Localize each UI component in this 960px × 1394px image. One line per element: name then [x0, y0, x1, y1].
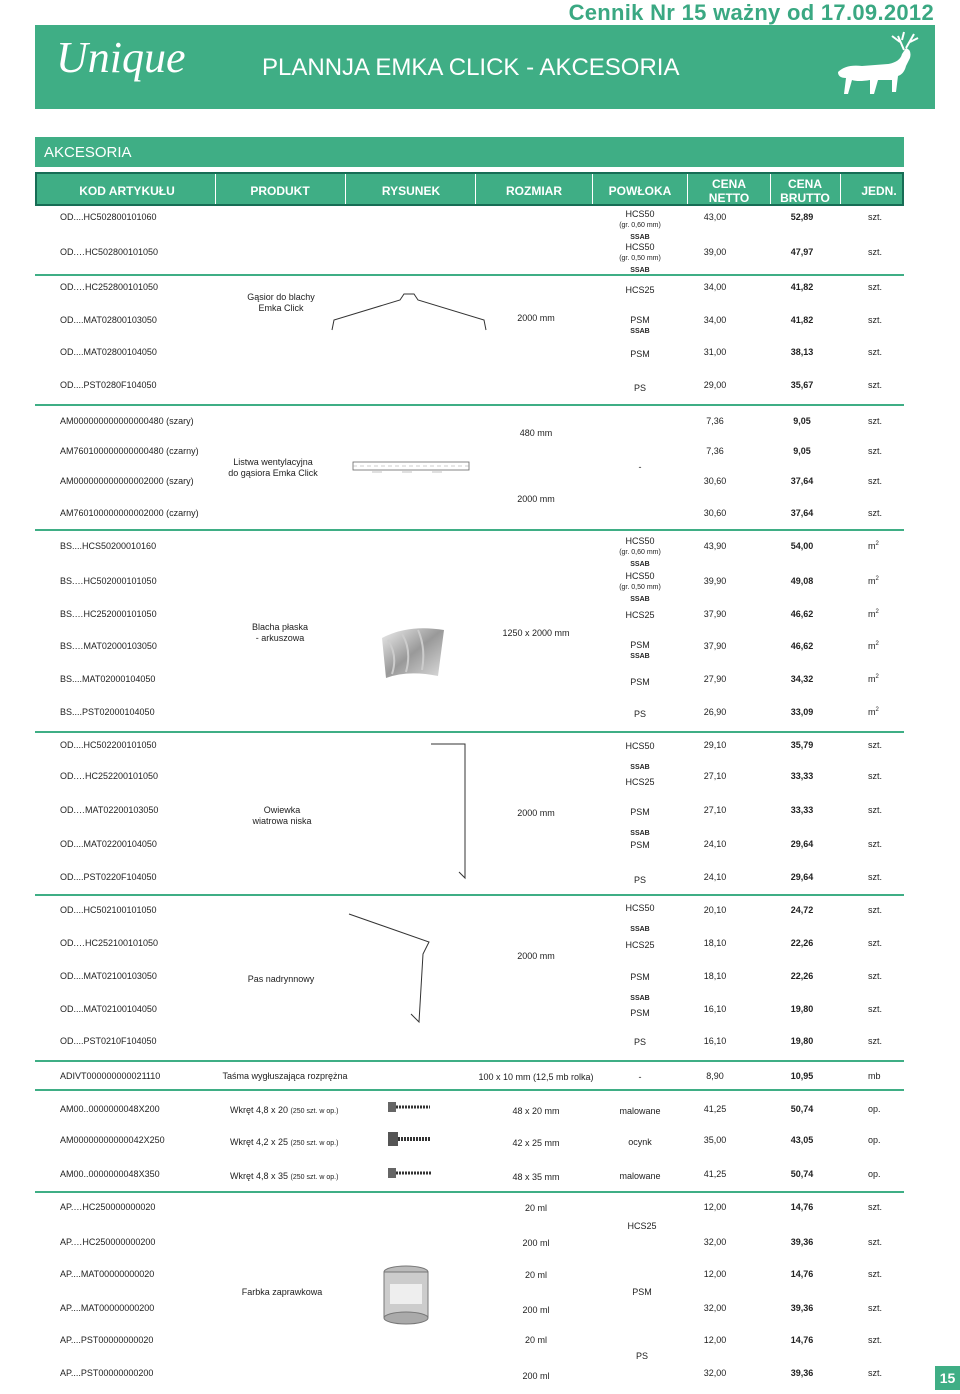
- coating-cell: HCS25: [625, 777, 655, 787]
- separator: [35, 274, 904, 276]
- row-unit: szt.: [868, 872, 883, 882]
- row-net-price: 27,10: [703, 805, 727, 815]
- row-net-price: 24,10: [703, 872, 727, 882]
- row-gross-price: 34,32: [790, 674, 814, 684]
- row-net-price: 32,00: [703, 1237, 727, 1247]
- row-code: AP.…HC250000000020: [60, 1202, 156, 1212]
- row-net-price: 26,90: [703, 707, 727, 717]
- row-net-price: 7,36: [706, 446, 724, 456]
- row-gross-price: 35,67: [790, 380, 814, 390]
- row-unit: szt.: [868, 971, 883, 981]
- row-code: AP....MAT00000000200: [60, 1303, 155, 1313]
- row-gross-price: 22,26: [790, 971, 814, 981]
- row-gross-price: 38,13: [790, 347, 814, 357]
- row-code: AM760100000000000480 (czarny): [60, 446, 199, 456]
- row-net-price: 29,00: [703, 380, 727, 390]
- row-net-price: 16,10: [703, 1036, 727, 1046]
- size-cell: 20 ml: [524, 1335, 548, 1345]
- row-unit: op.: [868, 1169, 881, 1179]
- row-net-price: 37,90: [703, 609, 727, 619]
- row-unit: $m^2$: [868, 674, 879, 684]
- page-number: 15: [935, 1366, 960, 1390]
- row-code: AM760100000000002000 (czarny): [60, 508, 199, 518]
- row-code: AP....PST00000000020: [60, 1335, 154, 1345]
- product-tasma: Taśma wygłuszająca rozprężna: [222, 1071, 348, 1081]
- header-code: KOD ARTYKUŁU: [79, 184, 175, 198]
- coating-cell: PSM: [630, 677, 650, 687]
- unit-exponent: 2: [875, 674, 879, 680]
- row-gross-price: 22,26: [790, 938, 814, 948]
- coating-cell: -: [638, 1072, 642, 1082]
- size-cell: 2000 mm: [517, 494, 555, 504]
- row-unit: szt.: [868, 938, 883, 948]
- coating-cell: PSM SSAB: [630, 315, 650, 335]
- row-unit: szt.: [868, 740, 883, 750]
- row-net-price: 24,10: [703, 839, 727, 849]
- row-unit: szt.: [868, 1004, 883, 1014]
- row-unit: szt.: [868, 905, 883, 915]
- row-code: OD.…HC252200101050: [60, 771, 159, 781]
- size-cell: 48 x 20 mm: [512, 1106, 560, 1116]
- flat-sheet-photo: [378, 620, 448, 682]
- vent-strip-drawing: [352, 458, 472, 478]
- row-net-price: 41,25: [703, 1169, 727, 1179]
- row-code: OD.…HC252100101050: [60, 938, 159, 948]
- coating-cell: PS: [633, 875, 647, 885]
- product-wkret-3: Wkręt 4,8 x 35 (250 szt. w op.): [230, 1171, 339, 1181]
- row-code: OD....MAT02100103050: [60, 971, 157, 981]
- unit-exponent: 2: [875, 641, 879, 647]
- row-gross-price: 47,97: [790, 247, 814, 257]
- coating-cell: HCS25: [625, 610, 655, 620]
- row-gross-price: 46,62: [790, 641, 814, 651]
- row-gross-price: 19,80: [790, 1004, 814, 1014]
- product-gasior: Gąsior do blachy Emka Click: [247, 292, 315, 313]
- row-gross-price: 9,05: [793, 416, 811, 426]
- row-gross-price: 39,36: [790, 1237, 814, 1247]
- row-gross-price: 10,95: [790, 1071, 814, 1081]
- row-code: OD.…HC502800101050: [60, 247, 159, 257]
- header-size: ROZMIAR: [506, 184, 562, 198]
- row-unit: szt.: [868, 347, 883, 357]
- coating-cell: HCS50 (gr. 0,50 mm) SSAB: [619, 571, 661, 603]
- row-gross-price: 39,36: [790, 1303, 814, 1313]
- size-cell: 42 x 25 mm: [512, 1138, 560, 1148]
- row-gross-price: 33,33: [790, 771, 814, 781]
- row-code: AM00..0000000048X350: [60, 1169, 160, 1179]
- row-code: OD....MAT02800103050: [60, 315, 157, 325]
- coating-cell: PSM: [630, 840, 650, 850]
- coating-cell: PSM SSAB: [630, 640, 650, 660]
- row-code: AM00000000000042X250: [60, 1135, 165, 1145]
- row-net-price: 27,10: [703, 771, 727, 781]
- unit-exponent: 2: [875, 541, 879, 547]
- row-net-price: 12,00: [703, 1269, 727, 1279]
- product-farba: Farbka zaprawkowa: [241, 1287, 323, 1297]
- row-net-price: 37,90: [703, 641, 727, 651]
- row-net-price: 34,00: [703, 282, 727, 292]
- row-net-price: 35,00: [703, 1135, 727, 1145]
- row-code: OD....MAT02200104050: [60, 839, 157, 849]
- wind-trim-drawing: [425, 742, 475, 882]
- row-gross-price: 29,64: [790, 872, 814, 882]
- coating-cell: malowane: [619, 1106, 661, 1116]
- row-code: BS....MAT02000104050: [60, 674, 156, 684]
- ridge-drawing: [330, 290, 490, 335]
- unit-exponent: 2: [875, 707, 879, 713]
- row-unit: $m^2$: [868, 541, 879, 551]
- product-wkret-1: Wkręt 4,8 x 20 (250 szt. w op.): [230, 1105, 339, 1115]
- row-code: BS.…MAT02000103050: [60, 641, 157, 651]
- screw-icon: [386, 1128, 434, 1152]
- row-gross-price: 35,79: [790, 740, 814, 750]
- size-cell: 1250 x 2000 mm: [502, 628, 570, 638]
- row-unit: szt.: [868, 416, 883, 426]
- size-cell: 480 mm: [519, 428, 553, 438]
- page-title: PLANNJA EMKA CLICK - AKCESORIA: [262, 54, 680, 81]
- header-gross: CENA BRUTTO: [780, 177, 830, 205]
- row-net-price: 18,10: [703, 971, 727, 981]
- row-code: OD....MAT02100104050: [60, 1004, 157, 1014]
- coating-cell: HCS50 (gr. 0,60 mm) SSAB: [619, 209, 661, 241]
- row-unit: szt.: [868, 212, 883, 222]
- coating-cell: PSM: [630, 349, 650, 359]
- size-cell: 48 x 35 mm: [512, 1172, 560, 1182]
- header-product: PRODUKT: [250, 184, 310, 198]
- row-gross-price: 24,72: [790, 905, 814, 915]
- coating-cell: PSM: [630, 1008, 650, 1018]
- row-code: BS.…HC502000101050: [60, 576, 157, 586]
- size-cell: 2000 mm: [517, 313, 555, 323]
- screw-icon: [386, 1098, 434, 1118]
- coating-cell: HCS50 (gr. 0,60 mm) SSAB: [619, 536, 661, 568]
- coating-cell: PSM SSAB: [630, 807, 650, 837]
- unit-exponent: 2: [875, 609, 879, 615]
- header-drawing: RYSUNEK: [381, 184, 441, 198]
- row-unit: szt.: [868, 1237, 883, 1247]
- unit-exponent: 2: [875, 576, 879, 582]
- size-cell: 200 ml: [522, 1305, 550, 1315]
- row-net-price: 7,36: [706, 416, 724, 426]
- row-gross-price: 37,64: [790, 508, 814, 518]
- row-unit: op.: [868, 1135, 881, 1145]
- coating-cell: PS: [633, 383, 647, 393]
- row-net-price: 12,00: [703, 1335, 727, 1345]
- screw-icon: [386, 1164, 434, 1184]
- row-code: OD....HC502100101050: [60, 905, 157, 915]
- row-gross-price: 14,76: [790, 1335, 814, 1345]
- row-code: AP....PST00000000200: [60, 1368, 154, 1378]
- size-cell: 20 ml: [524, 1270, 548, 1280]
- row-gross-price: 9,05: [793, 446, 811, 456]
- row-net-price: 34,00: [703, 315, 727, 325]
- eaves-flashing-drawing: [345, 910, 435, 1030]
- row-net-price: 43,00: [703, 212, 727, 222]
- deer-icon: [818, 28, 926, 108]
- row-unit: $m^2$: [868, 707, 879, 717]
- header-unit: JEDN.: [861, 184, 897, 198]
- row-unit: szt.: [868, 446, 883, 456]
- separator: [35, 894, 904, 896]
- row-gross-price: 33,33: [790, 805, 814, 815]
- coating-cell: PS: [633, 1037, 647, 1047]
- row-code: BS.…HC252000101050: [60, 609, 157, 619]
- row-gross-price: 50,74: [790, 1169, 814, 1179]
- row-net-price: 31,00: [703, 347, 727, 357]
- coating-cell: malowane: [619, 1171, 661, 1181]
- separator: [35, 1191, 904, 1193]
- row-unit: op.: [868, 1104, 881, 1114]
- row-net-price: 29,10: [703, 740, 727, 750]
- size-cell: 2000 mm: [517, 951, 555, 961]
- coating-cell: HCS50 SSAB: [625, 903, 655, 933]
- row-net-price: 12,00: [703, 1202, 727, 1212]
- header-net: CENA NETTO: [708, 177, 750, 205]
- size-cell: 20 ml: [524, 1203, 548, 1213]
- brand-logo: Unique: [56, 33, 186, 82]
- row-code: AM00..0000000048X200: [60, 1104, 160, 1114]
- row-code: OD....PST0210F104050: [60, 1036, 157, 1046]
- header-coating: POWŁOKA: [608, 184, 672, 198]
- row-unit: szt.: [868, 1269, 883, 1279]
- row-code: OD....PST0280F104050: [60, 380, 157, 390]
- row-unit: szt.: [868, 380, 883, 390]
- size-cell: 100 x 10 mm (12,5 mb rolka): [478, 1072, 594, 1082]
- separator: [35, 404, 904, 406]
- row-gross-price: 33,09: [790, 707, 814, 717]
- row-unit: szt.: [868, 476, 883, 486]
- row-net-price: 39,90: [703, 576, 727, 586]
- coating-cell: PS: [633, 709, 647, 719]
- row-unit: szt.: [868, 1036, 883, 1046]
- row-gross-price: 49,08: [790, 576, 814, 586]
- row-gross-price: 41,82: [790, 315, 814, 325]
- row-gross-price: 54,00: [790, 541, 814, 551]
- coating-cell: HCS25: [627, 1221, 657, 1231]
- row-unit: szt.: [868, 247, 883, 257]
- row-code: ADIVT000000000021110: [60, 1071, 161, 1081]
- row-code: OD....PST0220F104050: [60, 872, 157, 882]
- coating-cell: HCS50 (gr. 0,50 mm) SSAB: [619, 242, 661, 274]
- separator: [35, 1060, 904, 1062]
- row-gross-price: 43,05: [790, 1135, 814, 1145]
- size-cell: 200 ml: [522, 1371, 550, 1381]
- row-net-price: 41,25: [703, 1104, 727, 1114]
- size-cell: 200 ml: [522, 1238, 550, 1248]
- row-code: AP.…HC250000000200: [60, 1237, 156, 1247]
- row-code: AM000000000000002000 (szary): [60, 476, 194, 486]
- row-net-price: 18,10: [703, 938, 727, 948]
- row-gross-price: 41,82: [790, 282, 814, 292]
- row-unit: szt.: [868, 282, 883, 292]
- coating-cell: PSM SSAB: [630, 972, 650, 1002]
- size-cell: 2000 mm: [517, 808, 555, 818]
- row-code: AM000000000000000480 (szary): [60, 416, 194, 426]
- row-unit: szt.: [868, 771, 883, 781]
- row-code: OD.…HC252800101050: [60, 282, 159, 292]
- row-unit: szt.: [868, 315, 883, 325]
- section-title: AKCESORIA: [35, 137, 904, 167]
- row-net-price: 32,00: [703, 1368, 727, 1378]
- separator: [35, 731, 904, 733]
- product-wkret-2: Wkręt 4,2 x 25 (250 szt. w op.): [230, 1137, 339, 1147]
- row-net-price: 39,00: [703, 247, 727, 257]
- pricelist-validity: Cennik Nr 15 ważny od 17.09.2012: [568, 0, 934, 25]
- row-net-price: 30,60: [703, 508, 727, 518]
- row-gross-price: 37,64: [790, 476, 814, 486]
- coating-cell: HCS50 SSAB: [625, 741, 655, 771]
- product-blacha: Blacha płaska - arkuszowa: [251, 622, 309, 643]
- row-code: OD.…MAT02200103050: [60, 805, 159, 815]
- product-listwa: Listwa wentylacyjna do gąsiora Emka Click: [228, 457, 318, 478]
- row-code: OD....MAT02800104050: [60, 347, 157, 357]
- separator: [35, 529, 904, 531]
- product-owiewka: Owiewka wiatrowa niska: [252, 805, 312, 826]
- row-gross-price: 46,62: [790, 609, 814, 619]
- row-net-price: 20,10: [703, 905, 727, 915]
- product-pas: Pas nadrynnowy: [247, 974, 315, 984]
- row-unit: szt.: [868, 1202, 883, 1212]
- row-code: OD....HC502200101050: [60, 740, 157, 750]
- row-code: BS....PST02000104050: [60, 707, 155, 717]
- row-net-price: 43,90: [703, 541, 727, 551]
- separator: [35, 1089, 904, 1091]
- row-net-price: 30,60: [703, 476, 727, 486]
- row-gross-price: 14,76: [790, 1269, 814, 1279]
- row-gross-price: 29,64: [790, 839, 814, 849]
- row-gross-price: 19,80: [790, 1036, 814, 1046]
- row-net-price: 32,00: [703, 1303, 727, 1313]
- row-net-price: 27,90: [703, 674, 727, 684]
- row-gross-price: 39,36: [790, 1368, 814, 1378]
- row-unit: szt.: [868, 805, 883, 815]
- paint-can-icon: [380, 1264, 432, 1326]
- row-unit: szt.: [868, 1368, 883, 1378]
- row-unit: szt.: [868, 508, 883, 518]
- coating-cell: PS: [635, 1351, 649, 1361]
- row-unit: mb: [868, 1071, 881, 1081]
- row-gross-price: 14,76: [790, 1202, 814, 1212]
- row-unit: $m^2$: [868, 609, 879, 619]
- row-code: OD....HC502800101060: [60, 212, 157, 222]
- row-unit: $m^2$: [868, 641, 879, 651]
- row-net-price: 16,10: [703, 1004, 727, 1014]
- coating-cell: HCS25: [625, 940, 655, 950]
- coating-cell: -: [638, 462, 642, 472]
- row-unit: szt.: [868, 1335, 883, 1345]
- row-unit: $m^2$: [868, 576, 879, 586]
- coating-cell: HCS25: [625, 285, 655, 295]
- row-gross-price: 52,89: [790, 212, 814, 222]
- row-code: BS....HCS50200010160: [60, 541, 157, 551]
- row-net-price: 8,90: [706, 1071, 724, 1081]
- row-code: AP....MAT00000000020: [60, 1269, 155, 1279]
- coating-cell: PSM: [632, 1287, 652, 1297]
- row-unit: szt.: [868, 839, 883, 849]
- row-unit: szt.: [868, 1303, 883, 1313]
- table-header: [35, 172, 904, 206]
- coating-cell: ocynk: [628, 1137, 652, 1147]
- row-gross-price: 50,74: [790, 1104, 814, 1114]
